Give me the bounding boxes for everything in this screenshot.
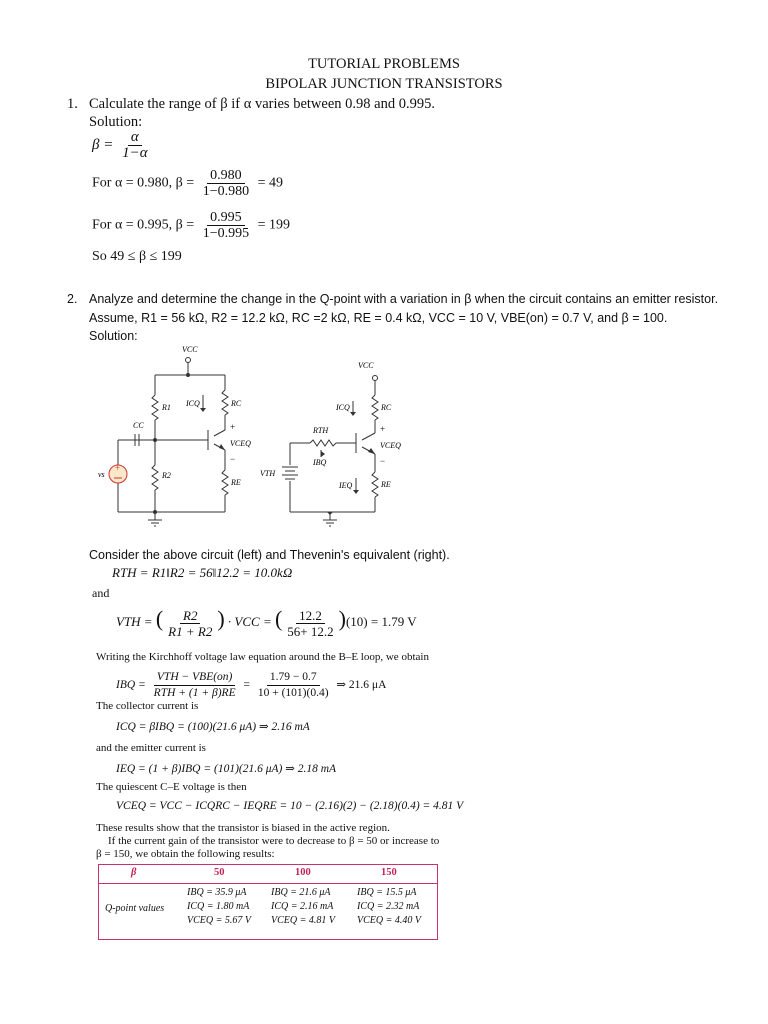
vceq-left-label: VCEQ bbox=[230, 439, 251, 448]
table-header-col-100: 100 bbox=[295, 867, 311, 878]
vth-lhs: VTH = bbox=[116, 614, 153, 629]
problem1-number: 1. bbox=[67, 96, 78, 112]
re-left-resistor bbox=[222, 470, 228, 495]
re-right-resistor bbox=[372, 472, 378, 497]
and-label: and bbox=[92, 586, 110, 600]
page-subtitle: BIPOLAR JUNCTION TRANSISTORS bbox=[265, 76, 503, 92]
problem2-text-line1: Analyze and determine the change in the Q-point with a variation in β when the circuit contains an emitter resistor. bbox=[89, 292, 719, 306]
table-cell: VCEQ = 5.67 V bbox=[187, 915, 251, 926]
r2-label: R2 bbox=[162, 471, 171, 480]
source-plus-label: + bbox=[115, 463, 121, 473]
vth-frac1-num: R2 bbox=[180, 608, 200, 624]
table-header-col-50: 50 bbox=[214, 867, 225, 878]
rc-right-resistor bbox=[372, 395, 378, 420]
plus-right-label: + bbox=[380, 424, 386, 434]
beta-formula-fraction bbox=[119, 130, 151, 161]
case2-den: 1−0.995 bbox=[202, 226, 250, 241]
consider-text: Consider the above circuit (left) and Thevenin's equivalent (right). bbox=[89, 548, 450, 562]
case2-num: 0.995 bbox=[207, 210, 245, 226]
problem1-conclusion: So 49 ≤ β ≤ 199 bbox=[92, 249, 182, 264]
r1-resistor bbox=[152, 395, 158, 420]
vceq-right-label: VCEQ bbox=[380, 441, 401, 450]
ibq-lhs: IBQ = bbox=[116, 679, 146, 692]
table-cell: VCEQ = 4.40 V bbox=[357, 915, 421, 926]
vth-equation: VTH = ( $\frac{R2}{R1 + R2}$ ) · VCC = ( $\frac{12.2}{56+ 12.2}$ )(10) = 1.79 V bbox=[116, 606, 417, 639]
minus-left-label: − bbox=[230, 454, 236, 464]
ibq-den2: 10 + (101)(0.4) bbox=[257, 687, 329, 699]
ibq-num2: 1.79 − 0.7 bbox=[267, 670, 320, 686]
cc-label: CC bbox=[133, 421, 144, 430]
vcc-right-label: VCC bbox=[358, 361, 374, 370]
table-cell: VCEQ = 4.81 V bbox=[271, 915, 335, 926]
case2-result: = 199 bbox=[257, 217, 291, 233]
table-cell: ICQ = 1.80 mA bbox=[187, 901, 250, 912]
ibq-fraction2 bbox=[255, 670, 332, 701]
ibq-fraction1 bbox=[151, 670, 239, 701]
quiescent-text: The quiescent C–E voltage is then bbox=[96, 781, 247, 793]
vth-frac2-num: 12.2 bbox=[296, 608, 325, 624]
table-row-label: Q-point values bbox=[105, 903, 165, 914]
problem2-solution-label: Solution: bbox=[89, 329, 138, 343]
rc-left-resistor bbox=[222, 390, 228, 415]
ibq-den: RTH + (1 + β)RE bbox=[153, 687, 236, 699]
rth-equation: RTH = R1‖R2 = 56‖12.2 = 10.0kΩ bbox=[112, 565, 293, 580]
q-point-table bbox=[98, 864, 438, 940]
rc-right-label: RC bbox=[381, 403, 392, 412]
vth-label: VTH bbox=[260, 469, 276, 478]
beta-formula-den: 1−α bbox=[122, 145, 148, 161]
icq-equation: ICQ = βIBQ = (100)(21.6 μA) ⇒ 2.16 mA bbox=[116, 721, 310, 733]
case2-fraction bbox=[200, 210, 252, 241]
case1-num: 0.980 bbox=[207, 168, 245, 184]
case1-den: 1−0.980 bbox=[202, 184, 250, 199]
ibq-num: VTH − VBE(on) bbox=[154, 670, 235, 686]
case2-prefix: For α = 0.995, β = bbox=[92, 217, 195, 233]
ieq-right-label: IEQ bbox=[339, 481, 353, 490]
table-cell: ICQ = 2.16 mA bbox=[271, 901, 334, 912]
case1-equation bbox=[92, 168, 283, 199]
plus-left-label: + bbox=[230, 422, 236, 432]
re-left-label: RE bbox=[231, 478, 241, 487]
ibq-result: ⇒ 21.6 μA bbox=[336, 679, 387, 692]
table-cell: ICQ = 2.32 mA bbox=[357, 901, 420, 912]
vcc-left-label: VCC bbox=[182, 345, 198, 354]
results-line1: These results show that the transistor is biased in the active region. bbox=[96, 822, 390, 834]
ibq-eq: = bbox=[243, 679, 250, 692]
rth-label: RTH bbox=[313, 426, 329, 435]
ieq-equation: IEQ = (1 + β)IBQ = (101)(21.6 μA) ⇒ 2.18 mA bbox=[116, 763, 337, 775]
vth-frac1-den: R1 + R2 bbox=[168, 623, 213, 639]
table-header-beta: β bbox=[131, 867, 137, 878]
kvl-text: Writing the Kirchhoff voltage law equation around the B–E loop, we obtain bbox=[96, 651, 429, 663]
vceq-equation: VCEQ = VCC − ICQRC − IEQRE = 10 − (2.16)(2) − (2.18)(0.4) = 4.81 V bbox=[116, 800, 464, 812]
ibq-equation bbox=[116, 670, 386, 701]
table-header-col-150: 150 bbox=[381, 867, 397, 878]
icq-right-label: ICQ bbox=[336, 403, 350, 412]
circuit-diagram bbox=[90, 340, 420, 530]
beta-formula-lhs: β = bbox=[92, 136, 114, 153]
table-cell: IBQ = 35.9 μA bbox=[187, 887, 247, 898]
vth-frac2-den: 56+ 12.2 bbox=[287, 623, 334, 639]
table-cell: IBQ = 21.6 μA bbox=[271, 887, 331, 898]
icq-left-label: ICQ bbox=[186, 399, 200, 408]
rc-left-label: RC bbox=[231, 399, 242, 408]
beta-formula bbox=[92, 130, 153, 161]
case2-equation bbox=[92, 210, 290, 241]
results-line3: β = 150, we obtain the following results: bbox=[96, 848, 275, 860]
beta-formula-num: α bbox=[128, 130, 142, 146]
emitter-text: and the emitter current is bbox=[96, 742, 206, 754]
case1-fraction bbox=[200, 168, 252, 199]
problem2-text-line2: Assume, R1 = 56 kΩ, R2 = 12.2 kΩ, RC =2 kΩ, RE = 0.4 kΩ, VCC = 10 V, VBE(on) = 0.7 V, and β = 100. bbox=[89, 311, 668, 325]
minus-right-label: − bbox=[380, 456, 386, 466]
case1-result: = 49 bbox=[257, 175, 284, 191]
vth-fraction2 bbox=[284, 608, 336, 639]
case1-prefix: For α = 0.980, β = bbox=[92, 175, 195, 191]
page-title: TUTORIAL PROBLEMS bbox=[308, 56, 460, 72]
collector-text: The collector current is bbox=[96, 700, 199, 712]
results-line2: If the current gain of the transistor were to decrease to β = 50 or increase to bbox=[108, 835, 440, 847]
vth-result: (10) = 1.79 V bbox=[345, 614, 417, 629]
table-cell: IBQ = 15.5 μA bbox=[357, 887, 417, 898]
vs-label: vs bbox=[98, 470, 105, 479]
r1-label: R1 bbox=[162, 403, 171, 412]
ibq-label: IBQ bbox=[313, 458, 327, 467]
problem2-number: 2. bbox=[67, 292, 78, 306]
re-right-label: RE bbox=[381, 480, 391, 489]
vth-fraction1 bbox=[165, 608, 215, 639]
vth-mid: · VCC = bbox=[227, 614, 272, 629]
problem1-text: Calculate the range of β if α varies between 0.98 and 0.995. bbox=[89, 96, 435, 112]
rth-resistor bbox=[310, 440, 336, 446]
problem1-solution-label: Solution: bbox=[89, 114, 143, 130]
r2-resistor bbox=[152, 465, 158, 490]
